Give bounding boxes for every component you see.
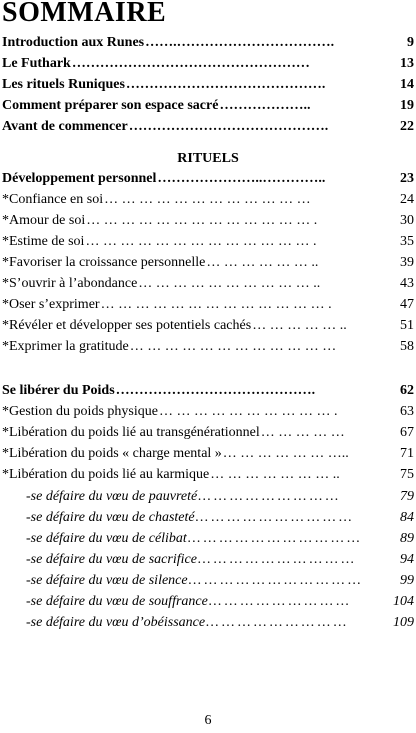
toc-page-number: 9 [407, 35, 414, 50]
toc-leader: … … … … … … … … … … . [158, 404, 338, 419]
toc-entry-label: Se libérer du Poids [2, 383, 115, 398]
toc-entry-label: *S’ouvrir à l’abondance [2, 276, 138, 291]
toc-page-number: 75 [400, 467, 414, 482]
toc-leader: … … … … … … … … … … [197, 552, 354, 567]
toc-leader: …….……………………………. [145, 35, 335, 50]
page-title: SOMMAIRE [2, 0, 167, 28]
toc-page-number: 58 [400, 339, 414, 354]
toc-page-number: 14 [400, 77, 414, 92]
toc-entry-label: Les rituels Runiques [2, 77, 125, 92]
toc-subentry [26, 591, 414, 611]
toc-page-number: 89 [400, 531, 414, 546]
toc-entry-label: -se défaire du vœu de sacrifice [26, 552, 197, 567]
toc-subentry [26, 612, 414, 632]
toc-entry-label: *Gestion du poids physique [2, 404, 158, 419]
toc-leader: … … … … … … … … … … … … … . [100, 297, 332, 312]
toc-page-number: 71 [400, 446, 414, 461]
toc-leader: …………………………………………… [71, 56, 310, 71]
toc-entry-label: *Libération du poids « charge mental » [2, 446, 222, 461]
toc-page-number: 39 [400, 255, 414, 270]
toc-entry-label: -se défaire du vœu de célibat [26, 531, 187, 546]
toc-leader: … … … … … … … … … [198, 489, 339, 504]
toc-entry-label: -se défaire du vœu de silence [26, 573, 188, 588]
toc-page-number: 19 [400, 98, 414, 113]
toc-entry-label: -se défaire du vœu de chasteté [26, 510, 195, 525]
toc-entry-label: -se défaire du vœu de souffrance [26, 594, 208, 609]
toc-entry [2, 53, 414, 73]
toc-entry [2, 273, 414, 293]
toc-entry-label: *Confiance en soi [2, 192, 104, 207]
toc-entry [2, 231, 414, 251]
toc-page-number: 94 [400, 552, 414, 567]
toc-leader: … … … … … … … … … … … [188, 573, 361, 588]
toc-subentry [26, 528, 414, 548]
toc-leader: … … … … … … … … … … .. [138, 276, 321, 291]
toc-page-number: 47 [400, 297, 414, 312]
toc-entry-label: Avant de commencer [2, 119, 128, 134]
toc-subentry [26, 507, 414, 527]
page-number: 6 [204, 713, 212, 728]
toc-entry-label: *Estime de soi [2, 234, 85, 249]
toc-page-number: 23 [400, 171, 414, 186]
toc-page-number: 109 [393, 615, 414, 630]
toc-leader: … … … … … … .. [206, 255, 319, 270]
toc-page-number: 79 [400, 489, 414, 504]
toc-entry [2, 74, 414, 94]
toc-page-number: 84 [400, 510, 414, 525]
toc-leader: … … … … … … … … … … [195, 510, 352, 525]
toc-page-number: 63 [400, 404, 414, 419]
toc-entry-label: -se défaire du vœu de pauvreté [26, 489, 198, 504]
toc-subentry [26, 486, 414, 506]
toc-entry-label: *Libération du poids lié au transgénérationnel [2, 425, 260, 440]
toc-entry-label: *Oser s’exprimer [2, 297, 100, 312]
section-header-development [2, 168, 414, 188]
toc-page-number: 43 [400, 276, 414, 291]
toc-leader: … … … … … … … … … … … … … . [86, 213, 318, 228]
toc-leader: … … … … … … … .. [210, 467, 340, 482]
toc-entry-label: *Révéler et développer ses potentiels cachés [2, 318, 252, 333]
toc-subentry [26, 549, 414, 569]
toc-leader: … … … … … … ….. [222, 446, 349, 461]
toc-entry-label: Comment préparer son espace sacré [2, 98, 219, 113]
section-header-poids [2, 380, 414, 400]
toc-entry [2, 32, 414, 52]
toc-leader: … … … … … … … … … … … … [129, 339, 337, 354]
toc-entry [2, 189, 414, 209]
toc-entry [2, 315, 414, 335]
toc-entry [2, 116, 414, 136]
toc-leader: ……………………………………. [125, 77, 326, 92]
toc-subentry [26, 570, 414, 590]
toc-entry [2, 210, 414, 230]
toc-leader: … … … … … … … … … [208, 594, 349, 609]
toc-page-number: 13 [400, 56, 414, 71]
toc-entry-label: *Favoriser la croissance personnelle [2, 255, 206, 270]
toc-entry-label: Introduction aux Runes [2, 35, 145, 50]
toc-leader: … … … … … … … … … … … [187, 531, 360, 546]
toc-entry-label: *Exprimer la gratitude [2, 339, 129, 354]
toc-leader: … … … … … … … … … [206, 615, 347, 630]
toc-entry-label: Développement personnel [2, 171, 157, 186]
toc-leader: … … … … … … … … … … … … … . [85, 234, 317, 249]
toc-entry [2, 252, 414, 272]
toc-page-number: 35 [400, 234, 414, 249]
toc-leader: ……………………………………. [128, 119, 329, 134]
toc-page-number: 30 [400, 213, 414, 228]
toc-entry [2, 464, 414, 484]
toc-entry-label: *Libération du poids lié au karmique [2, 467, 210, 482]
toc-leader: … … … … … .. [252, 318, 347, 333]
toc-entry [2, 443, 414, 463]
toc-entry [2, 336, 414, 356]
toc-page-number: 99 [400, 573, 414, 588]
toc-entry [2, 401, 414, 421]
toc-page-number: 67 [400, 425, 414, 440]
toc-page-number: 22 [400, 119, 414, 134]
toc-entry-label: *Amour de soi [2, 213, 86, 228]
toc-entry [2, 422, 414, 442]
section-heading-rituels: RITUELS [177, 151, 239, 166]
toc-entry-label: -se défaire du vœu d’obéissance [26, 615, 206, 630]
toc-entry [2, 95, 414, 115]
toc-leader: … … … … … [260, 425, 345, 440]
toc-leader: ……………….. [219, 98, 311, 113]
toc-page-number: 24 [400, 192, 414, 207]
toc-entry [2, 294, 414, 314]
toc-entry-label: Le Futhark [2, 56, 71, 71]
toc-leader: ……………………………………. [115, 383, 316, 398]
toc-page-number: 62 [400, 383, 414, 398]
toc-page-number: 104 [393, 594, 414, 609]
toc-page-number: 51 [400, 318, 414, 333]
toc-leader: …………………..………….. [157, 171, 326, 186]
toc-leader: … … … … … … … … … … … … [104, 192, 311, 207]
